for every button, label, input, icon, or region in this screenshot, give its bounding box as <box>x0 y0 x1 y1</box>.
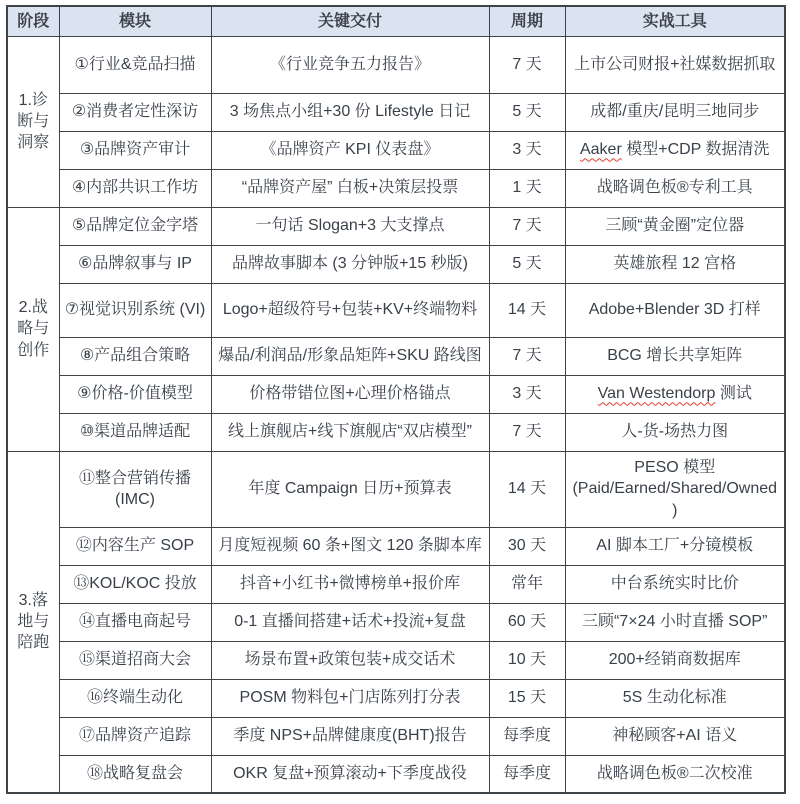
deliverable-cell: 品牌故事脚本 (3 分钟版+15 秒版) <box>211 245 489 283</box>
column-header-tool: 实战工具 <box>565 6 785 36</box>
table-row <box>7 717 785 755</box>
column-header-module: 模块 <box>59 6 211 36</box>
tool-cell: 人-货-场热力图 <box>565 413 785 451</box>
column-header-deliverable: 关键交付 <box>211 6 489 36</box>
tool-cell: 三顾“7×24 小时直播 SOP” <box>565 603 785 641</box>
phase-cell-diagnosis: 1.诊断与洞察 <box>7 36 59 207</box>
table-body <box>7 36 785 793</box>
tool-cell: 成都/重庆/昆明三地同步 <box>565 93 785 131</box>
table-row <box>7 245 785 283</box>
module-cell: ⑮渠道招商大会 <box>59 641 211 679</box>
phase-cell-execution: 3.落地与陪跑 <box>7 451 59 793</box>
module-cell: ②消费者定性深访 <box>59 93 211 131</box>
module-cell: ⑬KOL/KOC 投放 <box>59 565 211 603</box>
table-row <box>7 451 785 527</box>
column-header-phase: 阶段 <box>7 6 59 36</box>
table-row <box>7 207 785 245</box>
column-header-cycle: 周期 <box>489 6 565 36</box>
deliverable-cell: 年度 Campaign 日历+预算表 <box>211 451 489 527</box>
brand-strategy-table <box>6 5 786 794</box>
cycle-cell: 15 天 <box>489 679 565 717</box>
tool-cell: PESO 模型 (Paid/Earned/Shared/Owned) <box>565 451 785 527</box>
table-row <box>7 283 785 337</box>
table-row <box>7 413 785 451</box>
tool-cell: 三顾“黄金圈”定位器 <box>565 207 785 245</box>
deliverable-cell: 爆品/利润品/形象品矩阵+SKU 路线图 <box>211 337 489 375</box>
cycle-cell: 7 天 <box>489 207 565 245</box>
cycle-cell: 7 天 <box>489 337 565 375</box>
deliverable-cell: 3 场焦点小组+30 份 Lifestyle 日记 <box>211 93 489 131</box>
deliverable-cell: POSM 物料包+门店陈列打分表 <box>211 679 489 717</box>
tool-cell: 200+经销商数据库 <box>565 641 785 679</box>
deliverable-cell: 《品牌资产 KPI 仪表盘》 <box>211 131 489 169</box>
cycle-cell: 3 天 <box>489 131 565 169</box>
cycle-cell: 14 天 <box>489 283 565 337</box>
cycle-cell: 常年 <box>489 565 565 603</box>
cycle-cell: 7 天 <box>489 413 565 451</box>
module-cell: ⑧产品组合策略 <box>59 337 211 375</box>
cycle-cell: 7 天 <box>489 36 565 93</box>
table-row <box>7 337 785 375</box>
cycle-cell: 1 天 <box>489 169 565 207</box>
tool-cell: 中台系统实时比价 <box>565 565 785 603</box>
table-row <box>7 375 785 413</box>
module-cell: ⑯终端生动化 <box>59 679 211 717</box>
deliverable-cell: 价格带错位图+心理价格锚点 <box>211 375 489 413</box>
cycle-cell: 30 天 <box>489 527 565 565</box>
tool-cell: 5S 生动化标准 <box>565 679 785 717</box>
module-cell: ①行业&竞品扫描 <box>59 36 211 93</box>
tool-cell: Adobe+Blender 3D 打样 <box>565 283 785 337</box>
table-header <box>7 6 785 36</box>
cycle-cell: 10 天 <box>489 641 565 679</box>
tool-cell <box>565 375 785 413</box>
module-cell: ⑦视觉识别系统 (VI) <box>59 283 211 337</box>
header-row <box>7 6 785 36</box>
module-cell: ⑤品牌定位金字塔 <box>59 207 211 245</box>
table-row <box>7 679 785 717</box>
deliverable-cell: 抖音+小红书+微博榜单+报价库 <box>211 565 489 603</box>
table-row <box>7 565 785 603</box>
module-cell: ⑰品牌资产追踪 <box>59 717 211 755</box>
tool-cell: 战略调色板®二次校准 <box>565 755 785 793</box>
deliverable-cell: 《行业竞争五力报告》 <box>211 36 489 93</box>
deliverable-cell: “品牌资产屋” 白板+决策层投票 <box>211 169 489 207</box>
module-cell: ③品牌资产审计 <box>59 131 211 169</box>
spellcheck-flagged-text: Aaker <box>579 141 622 159</box>
cycle-cell: 60 天 <box>489 603 565 641</box>
module-cell: ④内部共识工作坊 <box>59 169 211 207</box>
table-row <box>7 169 785 207</box>
tool-cell <box>565 131 785 169</box>
tool-text: 测试 <box>715 385 752 403</box>
cycle-cell: 5 天 <box>489 245 565 283</box>
table-row <box>7 641 785 679</box>
tool-cell: 神秘顾客+AI 语义 <box>565 717 785 755</box>
module-cell: ⑱战略复盘会 <box>59 755 211 793</box>
cycle-cell: 每季度 <box>489 755 565 793</box>
module-cell: ⑪整合营销传播 (IMC) <box>59 451 211 527</box>
table-row <box>7 755 785 793</box>
deliverable-cell: OKR 复盘+预算滚动+下季度战役 <box>211 755 489 793</box>
tool-cell: 战略调色板®专利工具 <box>565 169 785 207</box>
cycle-cell: 3 天 <box>489 375 565 413</box>
deliverable-cell: 场景布置+政策包装+成交话术 <box>211 641 489 679</box>
module-cell: ⑨价格-价值模型 <box>59 375 211 413</box>
tool-cell: AI 脚本工厂+分镜模板 <box>565 527 785 565</box>
deliverable-cell: 季度 NPS+品牌健康度(BHT)报告 <box>211 717 489 755</box>
tool-cell: 上市公司财报+社媒数据抓取 <box>565 36 785 93</box>
table-row <box>7 131 785 169</box>
phase-cell-strategy: 2.战略与创作 <box>7 207 59 451</box>
cycle-cell: 每季度 <box>489 717 565 755</box>
deliverable-cell: 线上旗舰店+线下旗舰店“双店模型” <box>211 413 489 451</box>
table-row <box>7 603 785 641</box>
deliverable-cell: 月度短视频 60 条+图文 120 条脚本库 <box>211 527 489 565</box>
spellcheck-flagged-text: Van Westendorp <box>597 385 716 403</box>
deliverable-cell: 0-1 直播间搭建+话术+投流+复盘 <box>211 603 489 641</box>
module-cell: ⑫内容生产 SOP <box>59 527 211 565</box>
module-cell: ⑭直播电商起号 <box>59 603 211 641</box>
module-cell: ⑥品牌叙事与 IP <box>59 245 211 283</box>
tool-cell: BCG 增长共享矩阵 <box>565 337 785 375</box>
deliverable-cell: 一句话 Slogan+3 大支撑点 <box>211 207 489 245</box>
tool-text: 模型+CDP 数据清洗 <box>621 141 770 159</box>
module-cell: ⑩渠道品牌适配 <box>59 413 211 451</box>
table-row <box>7 527 785 565</box>
tool-cell: 英雄旅程 12 宫格 <box>565 245 785 283</box>
cycle-cell: 5 天 <box>489 93 565 131</box>
table-row <box>7 36 785 93</box>
cycle-cell: 14 天 <box>489 451 565 527</box>
table-row <box>7 93 785 131</box>
deliverable-cell: Logo+超级符号+包装+KV+终端物料 <box>211 283 489 337</box>
